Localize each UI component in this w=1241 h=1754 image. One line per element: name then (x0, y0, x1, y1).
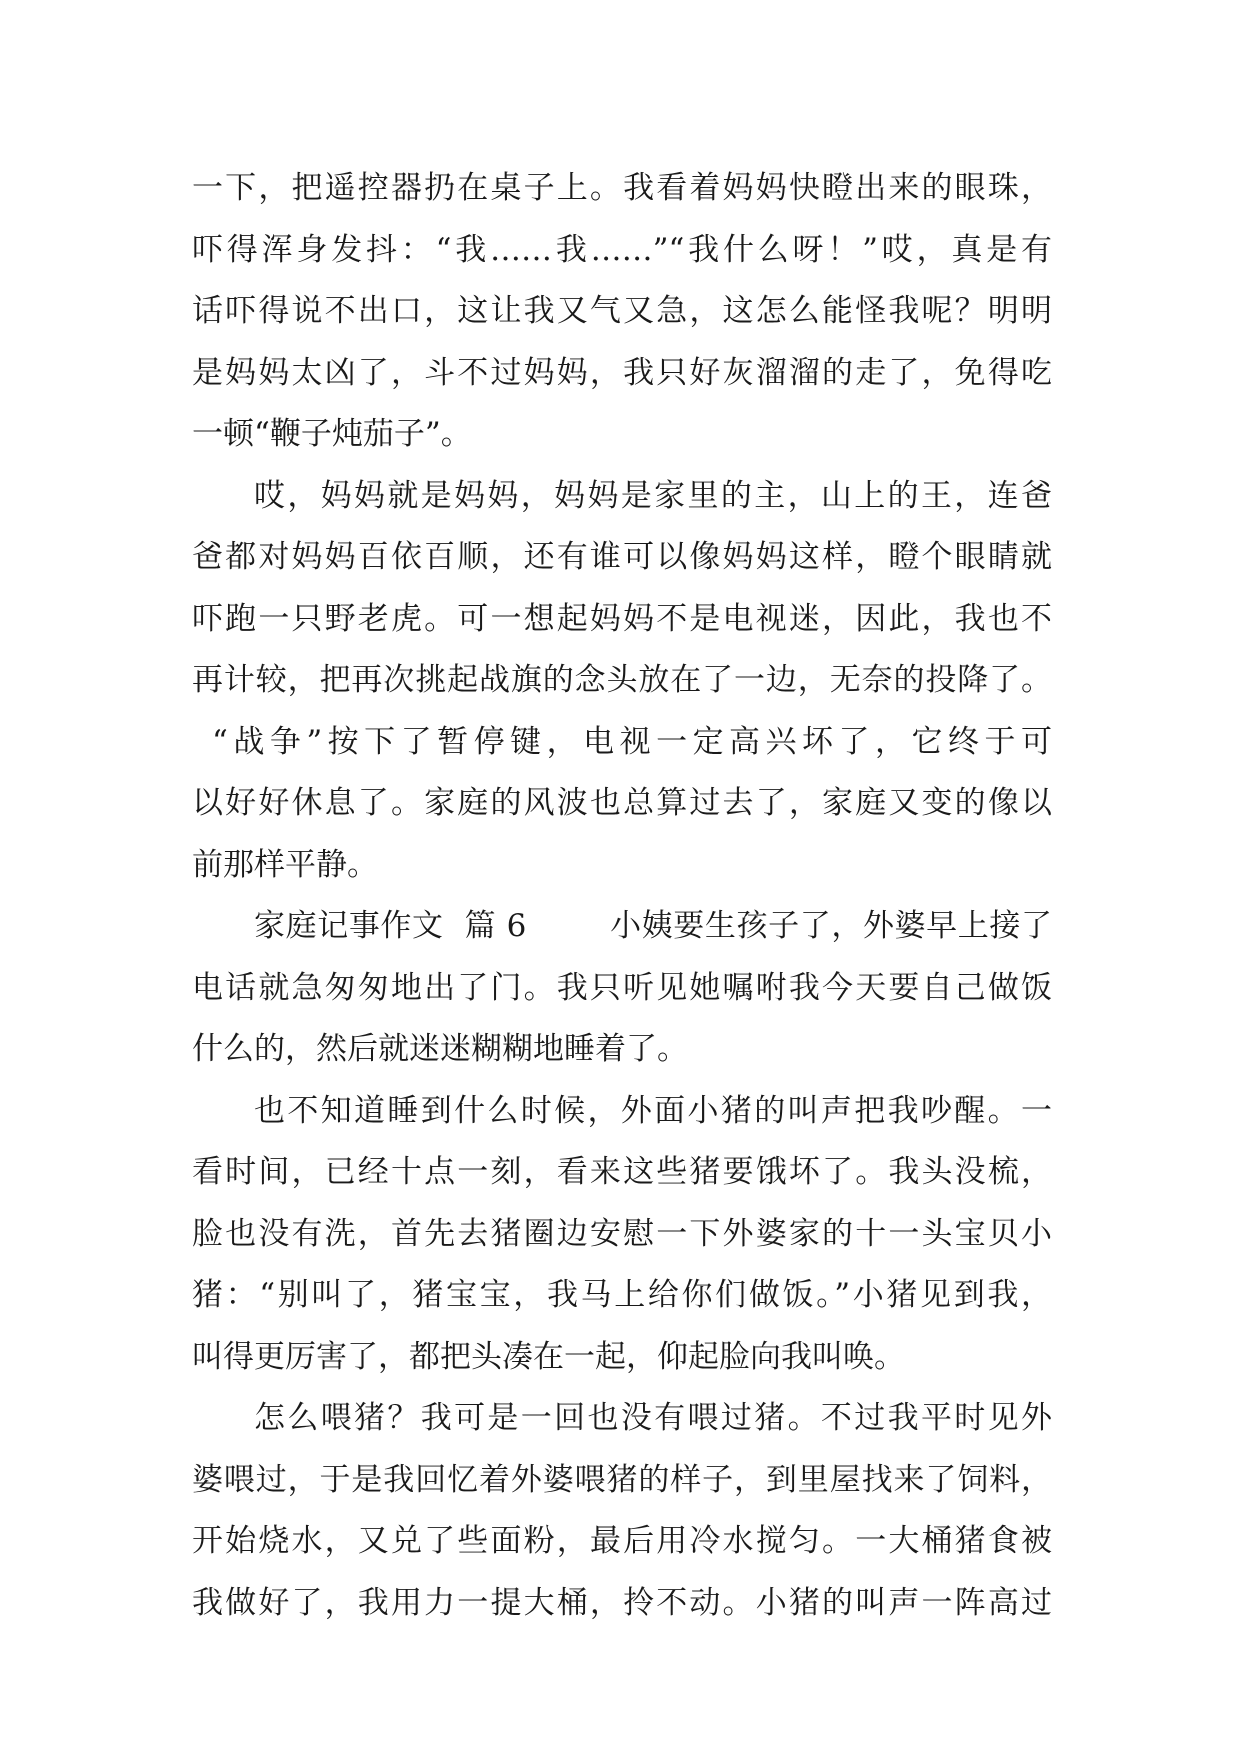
text-line: 什么的，然后就迷迷糊糊地睡着了。 (192, 1031, 688, 1067)
text-line: 是妈妈太凶了，斗不过妈妈，我只好灰溜溜的走了，免得吃 (192, 354, 1052, 391)
paragraph-first-line: 也不知道睡到什么时候，外面小猪的叫声把我吵醒。一 (254, 1092, 1052, 1129)
paragraph-first-line: 哎，妈妈就是妈妈，妈妈是家里的主，山上的王，连爸 (254, 477, 1052, 514)
text-line: 电话就急匆匆地出了门。我只听见她嘱咐我今天要自己做饭 (192, 969, 1052, 1006)
text-line: 一下，把遥控器扔在桌子上。我看着妈妈快瞪出来的眼珠， (192, 170, 1052, 206)
paragraph-first-line: 怎么喂猪？我可是一回也没有喂过猪。不过我平时见外 (254, 1400, 1052, 1436)
text-line: 脸也没有洗，首先去猪圈边安慰一下外婆家的十一头宝贝小 (192, 1215, 1052, 1252)
text-line: 我做好了，我用力一提大桶，拎不动。小猪的叫声一阵高过 (192, 1584, 1052, 1621)
text-line: 婆喂过，于是我回忆着外婆喂猪的样子，到里屋找来了饲料， (192, 1461, 1052, 1498)
text-line: 爸都对妈妈百依百顺，还有谁可以像妈妈这样，瞪个眼睛就 (192, 539, 1052, 575)
text-line: 前那样平静。 (192, 846, 378, 883)
text-line: 吓跑一只野老虎。可一想起妈妈不是电视迷，因此，我也不 (192, 600, 1052, 637)
text-line: 以好好休息了。家庭的风波也总算过去了，家庭又变的像以 (192, 785, 1052, 821)
paragraph-first-line: “战争”按下了暂停键，电视一定高兴坏了，它终于可 (212, 723, 1052, 760)
text-line: 猪：“别叫了，猪宝宝，我马上给你们做饭。”小猪见到我， (192, 1277, 1052, 1313)
text-line: 叫得更厉害了，都把头凑在一起，仰起脸向我叫唤。 (192, 1338, 905, 1375)
text-line: 看时间，已经十点一刻，看来这些猪要饿坏了。我头没梳， (192, 1154, 1052, 1190)
article-body (192, 158, 1052, 1634)
section-heading-line: 家庭记事作文 篇 6 小姨要生孩子了，外婆早上接了 (254, 908, 1052, 944)
text-line: 一顿“鞭子炖茄子”。 (192, 416, 472, 452)
text-line: 再计较，把再次挑起战旗的念头放在了一边，无奈的投降了。 (192, 662, 1052, 698)
text-line: 开始烧水，又兑了些面粉，最后用冷水搅匀。一大桶猪食被 (192, 1523, 1052, 1559)
text-line: 吓得浑身发抖：“我……我……”“我什么呀！”哎，真是有 (192, 231, 1052, 268)
text-line: 话吓得说不出口，这让我又气又急，这怎么能怪我呢？明明 (192, 293, 1052, 329)
